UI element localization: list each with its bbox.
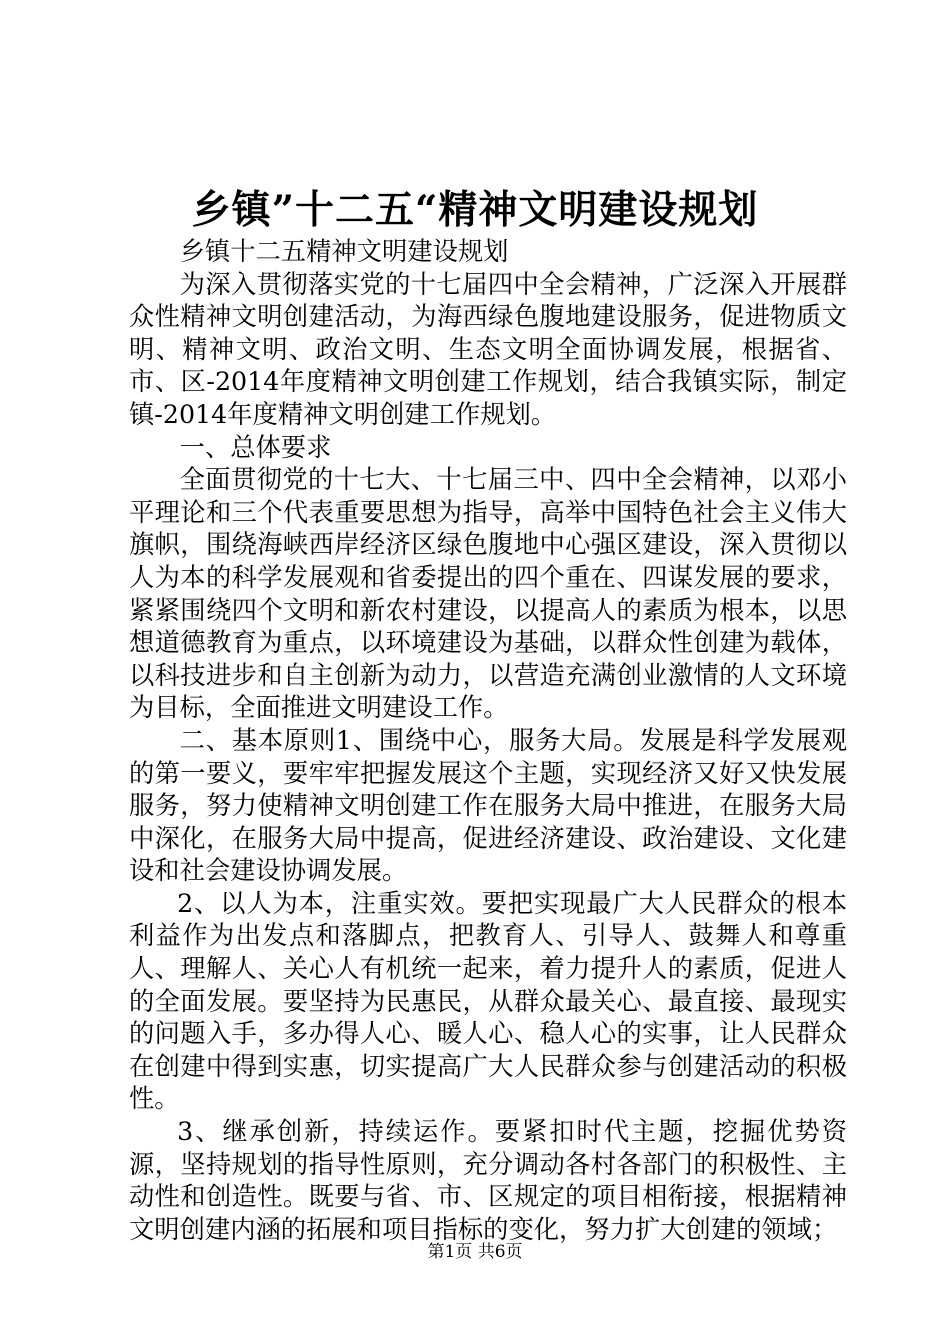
document-body [129,236,847,1246]
section-heading-general-requirements: 一、总体要求 [179,432,332,462]
page-number: 第1页 共6页 [427,1242,523,1262]
paragraph-subtitle: 乡镇十二五精神文明建设规划 [179,237,509,266]
paragraph-principle-2: 2、以人为本，注重实效。要把实现最广大人民群众的根本利益作为出发点和落脚点，把教育人、引导人、鼓舞人和尊重人、理解人、关心人有机统一起来，着力提升人的素质，促进人的全面发展。要坚持为民惠民，从群众最关心、最直接、最现实的问题入手，多办得人心、暖人心、稳人心的实事，让人民群众在创建中得到实惠，切实提高广大人民群众参与创建活动的积极性。 [129,888,847,1114]
document-title: 乡镇”十二五“精神文明建设规划 [191,187,759,233]
paragraph-basic-principles: 二、基本原则1、围绕中心，服务大局。发展是科学发展观的第一要义，要牢牢把握发展这个主题，实现经济又好又快发展服务，努力使精神文明创建工作在服务大局中推进，在服务大局中深化，在服务大局中提高，促进经济建设、政治建设、文化建设和社会建设协调发展。 [129,725,847,886]
paragraph-principle-3: 3、继承创新，持续运作。要紧扣时代主题，挖掘优势资源，坚持规划的指导性原则，充分调动各村各部门的积极性、主动性和创造性。既要与省、市、区规定的项目相衔接，根据精神文明创建内涵的拓展和项目指标的变化，努力扩大创建的领域； [129,1117,847,1244]
paragraph-intro: 为深入贯彻落实党的十七届四中全会精神，广泛深入开展群众性精神文明创建活动，为海西绿色腹地建设服务，促进物质文明、精神文明、政治文明、生态文明全面协调发展，根据省、市、区-2014年度精神文明创建工作规划，结合我镇实际，制定镇-2014年度精神文明创建工作规划。 [129,269,847,429]
paragraph-general-requirements: 全面贯彻党的十七大、十七届三中、四中全会精神，以邓小平理论和三个代表重要思想为指导，高举中国特色社会主义伟大旗帜，围绕海峡西岸经济区绿色腹地中心强区建设，深入贯彻以人为本的科学发展观和省委提出的四个重在、四谋发展的要求，紧紧围绕四个文明和新农村建设，以提高人的素质为根本，以思想道德教育为重点，以环境建设为基础，以群众性创建为载体，以科技进步和自主创新为动力，以营造充满创业激情的人文环境为目标，全面推进文明建设工作。 [129,465,847,723]
